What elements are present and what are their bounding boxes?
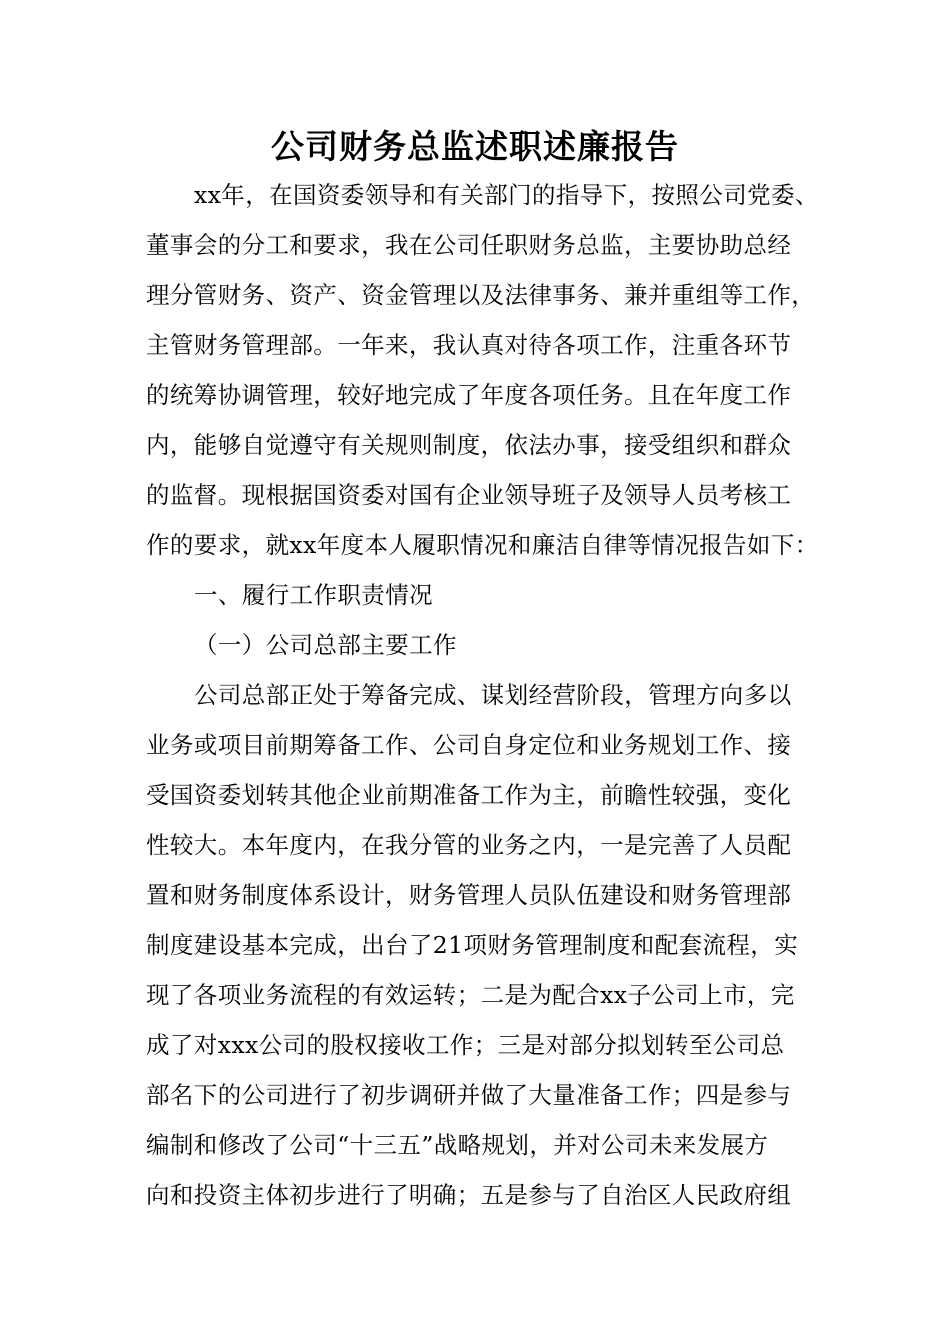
paragraph-line: xx年，在国资委领导和有关部门的指导下，按照公司党委、: [194, 181, 819, 209]
paragraph-line: 性较大。本年度内，在我分管的业务之内，一是完善了人员配: [146, 831, 792, 859]
document-title: 公司财务总监述职述廉报告: [271, 127, 679, 166]
paragraph-line: 业务或项目前期筹备工作、公司自身定位和业务规划工作、接: [146, 731, 792, 759]
paragraph-line: 受国资委划转其他企业前期准备工作为主，前瞻性较强，变化: [146, 781, 792, 809]
paragraph-line: 部名下的公司进行了初步调研并做了大量准备工作；四是参与: [146, 1081, 792, 1109]
paragraph-line: 理分管财务、资产、资金管理以及法律事务、兼并重组等工作，: [146, 281, 816, 309]
paragraph-line: 董事会的分工和要求，我在公司任职财务总监，主要协助总经: [146, 231, 792, 259]
paragraph-line: 制度建设基本完成，出台了21项财务管理制度和配套流程，实: [146, 931, 799, 959]
subsection-heading: （一）公司总部主要工作: [194, 631, 457, 659]
paragraph-line: 置和财务制度体系设计，财务管理人员队伍建设和财务管理部: [146, 881, 792, 909]
paragraph-line: 内，能够自觉遵守有关规则制度，依法办事，接受组织和群众: [146, 431, 792, 459]
paragraph-line: 公司总部正处于筹备完成、谋划经营阶段，管理方向多以: [194, 681, 792, 709]
paragraph-line: 的监督。现根据国资委对国有企业领导班子及领导人员考核工: [146, 481, 792, 509]
paragraph-line: 成了对xxx公司的股权接收工作；三是对部分拟划转至公司总: [146, 1031, 785, 1059]
paragraph-line: 作的要求，就xx年度本人履职情况和廉洁自律等情况报告如下：: [146, 531, 819, 559]
paragraph-line: 向和投资主体初步进行了明确；五是参与了自治区人民政府组: [146, 1181, 792, 1209]
paragraph-line: 现了各项业务流程的有效运转；二是为配合xx子公司上市，完: [146, 981, 795, 1009]
paragraph-line: 主管财务管理部。一年来，我认真对待各项工作，注重各环节: [146, 331, 792, 359]
paragraph-line: 的统筹协调管理，较好地完成了年度各项任务。且在年度工作: [146, 381, 792, 409]
paragraph-line: 编制和修改了公司“十三五”战略规划，并对公司未来发展方: [146, 1131, 769, 1159]
section-heading: 一、履行工作职责情况: [194, 581, 433, 609]
